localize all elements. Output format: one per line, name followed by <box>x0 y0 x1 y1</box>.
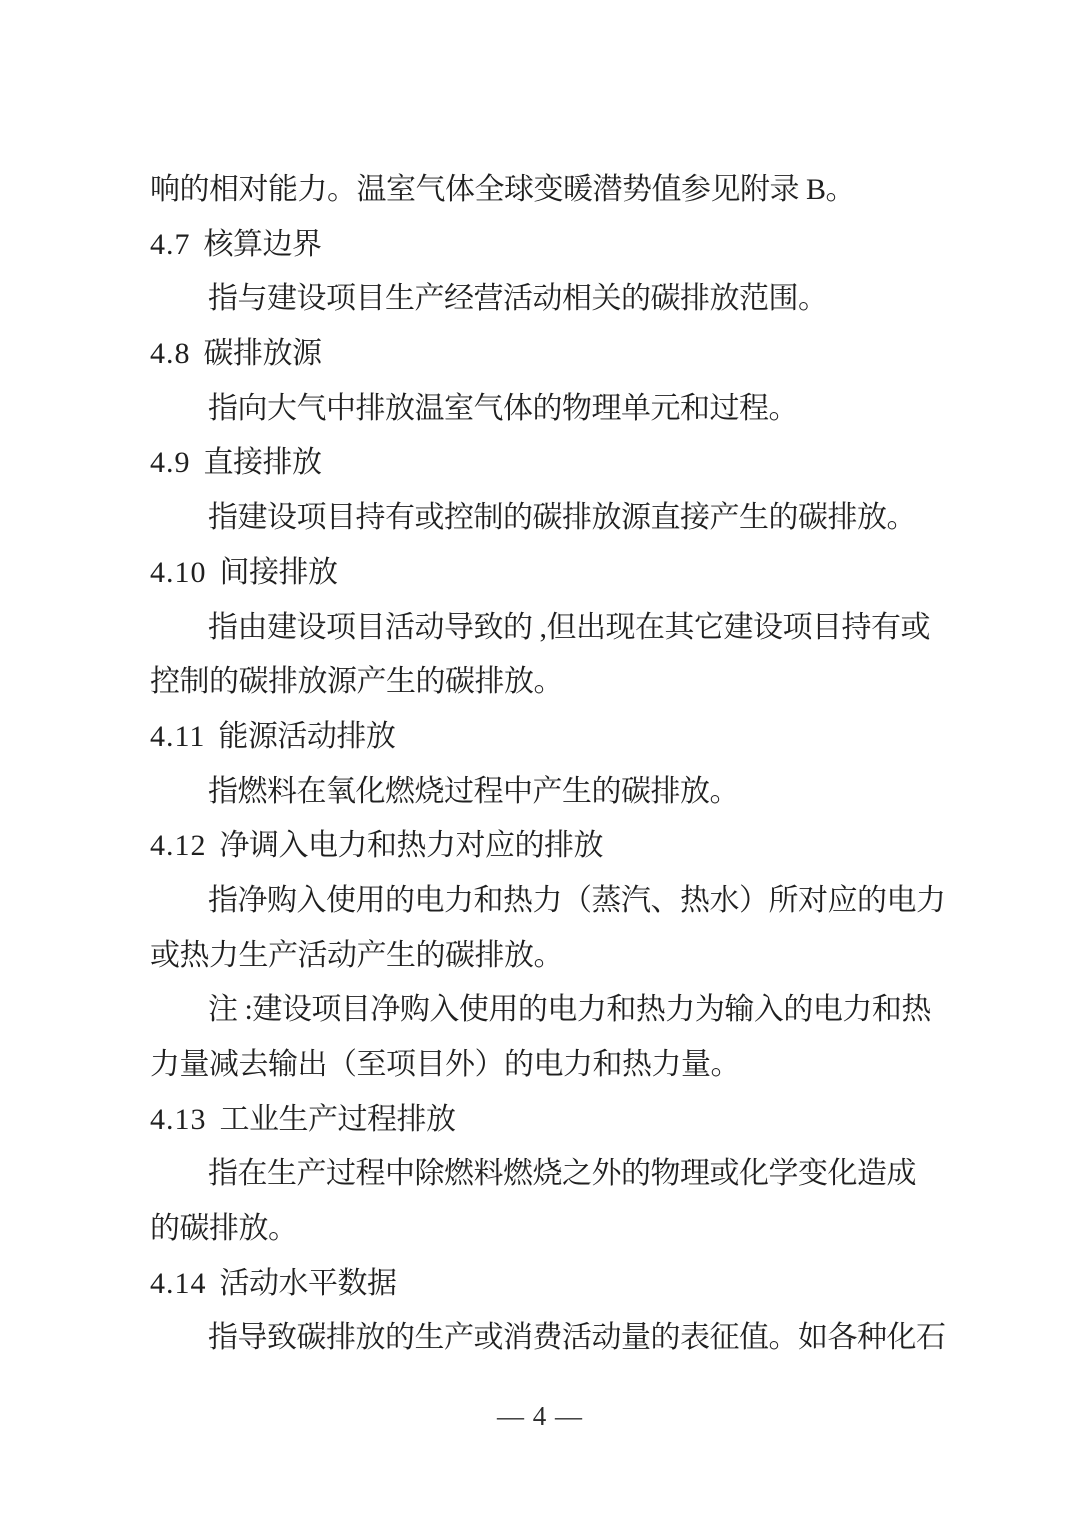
text-line: 指建设项目持有或控制的碳排放源直接产生的碳排放。 <box>208 501 916 535</box>
section-title: 活动水平数据 <box>219 1266 397 1300</box>
section-number: 4.14 <box>150 1266 207 1300</box>
text-line: 指在生产过程中除燃料燃烧之外的物理或化学变化造成 <box>208 1157 916 1191</box>
text-line: 指燃料在氧化燃烧过程中产生的碳排放。 <box>208 774 739 808</box>
section-title: 能源活动排放 <box>218 719 396 753</box>
section-title: 直接排放 <box>203 446 322 480</box>
section-number: 4.11 <box>150 719 206 753</box>
text-line: 指净购入使用的电力和热力（蒸汽、热水）所对应的电力 <box>208 883 946 917</box>
text-line: 力量减去输出（至项目外）的电力和热力量。 <box>150 1048 740 1081</box>
section-heading <box>150 1257 940 1312</box>
section-heading <box>150 218 940 273</box>
text-line: 指由建设项目活动导致的 ,但出现在其它建设项目持有或 <box>208 610 930 644</box>
section-heading <box>150 546 940 601</box>
text-line: 控制的碳排放源产生的碳排放。 <box>150 665 563 699</box>
section-number: 4.10 <box>150 555 207 589</box>
section-title: 工业生产过程排放 <box>219 1102 456 1136</box>
section-title: 间接排放 <box>219 555 338 589</box>
text-line: 响的相对能力。温室气体全球变暖潜势值参见附录 B。 <box>150 173 856 206</box>
section-heading <box>150 327 940 382</box>
text-line: 注 :建设项目净购入使用的电力和热力为输入的电力和热 <box>208 993 931 1027</box>
text-line: 指导致碳排放的生产或消费活动量的表征值。如各种化石 <box>208 1321 946 1355</box>
section-heading <box>150 710 940 765</box>
section-number: 4.13 <box>150 1102 207 1136</box>
page-number: — 4 — <box>497 1401 583 1431</box>
section-title: 净调入电力和热力对应的排放 <box>219 829 603 863</box>
section-number: 4.9 <box>150 446 191 480</box>
section-title: 核算边界 <box>203 227 322 261</box>
text-line: 或热力生产活动产生的碳排放。 <box>150 938 563 972</box>
section-heading <box>150 436 940 491</box>
text-line: 指与建设项目生产经营活动相关的碳排放范围。 <box>208 282 828 316</box>
section-number: 4.7 <box>150 227 191 261</box>
section-title: 碳排放源 <box>203 337 322 371</box>
section-heading <box>150 819 940 874</box>
text-line: 指向大气中排放温室气体的物理单元和过程。 <box>208 391 798 425</box>
section-number: 4.8 <box>150 337 191 371</box>
section-number: 4.12 <box>150 829 207 863</box>
text-lines <box>150 163 946 1366</box>
section-heading <box>150 1093 940 1148</box>
text-line: 的碳排放。 <box>150 1212 298 1246</box>
